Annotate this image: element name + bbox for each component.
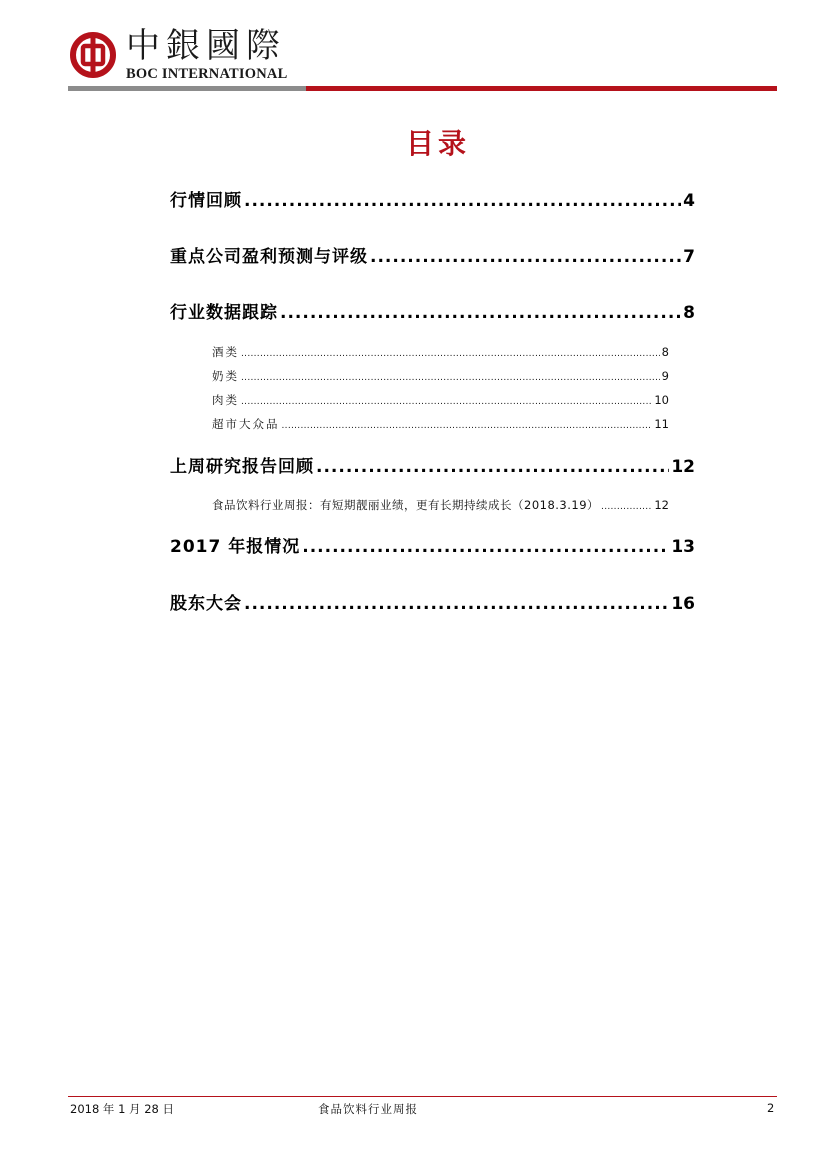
- toc-entry-earnings-forecast[interactable]: [170, 244, 695, 270]
- toc-entry-page: 7: [683, 247, 695, 267]
- toc-subentry-supermarket[interactable]: [212, 415, 669, 433]
- toc-dot-leader: [241, 345, 660, 363]
- toc-dot-leader: [302, 534, 669, 560]
- boc-logo-icon: [70, 32, 116, 78]
- toc-entry-label: 超市大众品: [212, 417, 280, 431]
- toc-entry-label: 酒类: [212, 345, 239, 359]
- logo-chinese-name: 中銀國際: [126, 26, 286, 66]
- toc-subentry-liquor[interactable]: [212, 343, 669, 361]
- logo-english-name: BOC INTERNATIONAL: [126, 66, 288, 82]
- toc-dot-leader: [282, 417, 653, 435]
- toc-dot-leader: [244, 591, 669, 617]
- toc-entry-industry-data[interactable]: [170, 300, 695, 326]
- toc-dot-leader: [316, 454, 669, 480]
- toc-entry-label: 行业数据跟踪: [170, 303, 278, 323]
- toc-subentry-weekly-report[interactable]: [212, 496, 669, 514]
- toc-subentry-meat[interactable]: [212, 391, 669, 409]
- footer-report-title: 食品饮料行业周报: [318, 1102, 418, 1116]
- toc-entry-page: 12: [671, 457, 695, 477]
- toc-entry-label: 奶类: [212, 369, 239, 383]
- toc-entry-annual-reports-2017[interactable]: [170, 534, 695, 560]
- toc-entry-page: 11: [654, 417, 669, 431]
- toc-dot-leader: [370, 244, 681, 270]
- toc-dot-leader: [601, 498, 652, 516]
- toc-entry-page: 13: [671, 537, 695, 557]
- toc-dot-leader: [244, 188, 681, 214]
- toc-entry-last-week-reports[interactable]: [170, 454, 695, 480]
- toc-entry-page: 9: [661, 369, 669, 383]
- footer-page-number: 2: [767, 1101, 775, 1115]
- toc-entry-page: 12: [654, 498, 669, 512]
- toc-entry-market-review[interactable]: [170, 188, 695, 214]
- toc-title: 目录: [405, 127, 470, 160]
- toc-entry-page: 16: [671, 594, 695, 614]
- toc-entry-page: 4: [683, 191, 695, 211]
- toc-subentry-dairy[interactable]: [212, 367, 669, 385]
- toc-entry-label: 行情回顾: [170, 191, 242, 211]
- header-rule-grey: [68, 86, 306, 91]
- toc-entry-page: 8: [661, 345, 669, 359]
- toc-entry-label: 2017 年报情况: [170, 537, 301, 557]
- toc-entry-page: 8: [683, 303, 695, 323]
- toc-entry-label: 重点公司盈利预测与评级: [170, 247, 368, 267]
- toc-dot-leader: [241, 369, 660, 387]
- toc-dot-leader: [280, 300, 681, 326]
- toc-entry-label: 上周研究报告回顾: [170, 457, 314, 477]
- toc-entry-label: 肉类: [212, 393, 239, 407]
- toc-entry-label: 股东大会: [170, 594, 242, 614]
- toc-dot-leader: [241, 393, 652, 411]
- toc-entry-label: 食品饮料行业周报：有短期靓丽业绩，更有长期持续成长（2018.3.19）: [212, 498, 600, 512]
- footer-date: 2018 年 1 月 28 日: [70, 1102, 174, 1116]
- toc-entry-shareholder-meetings[interactable]: [170, 591, 695, 617]
- toc-entry-page: 10: [654, 393, 669, 407]
- page-header: [0, 0, 827, 100]
- header-rule-red: [306, 86, 777, 91]
- footer-rule: [68, 1096, 777, 1097]
